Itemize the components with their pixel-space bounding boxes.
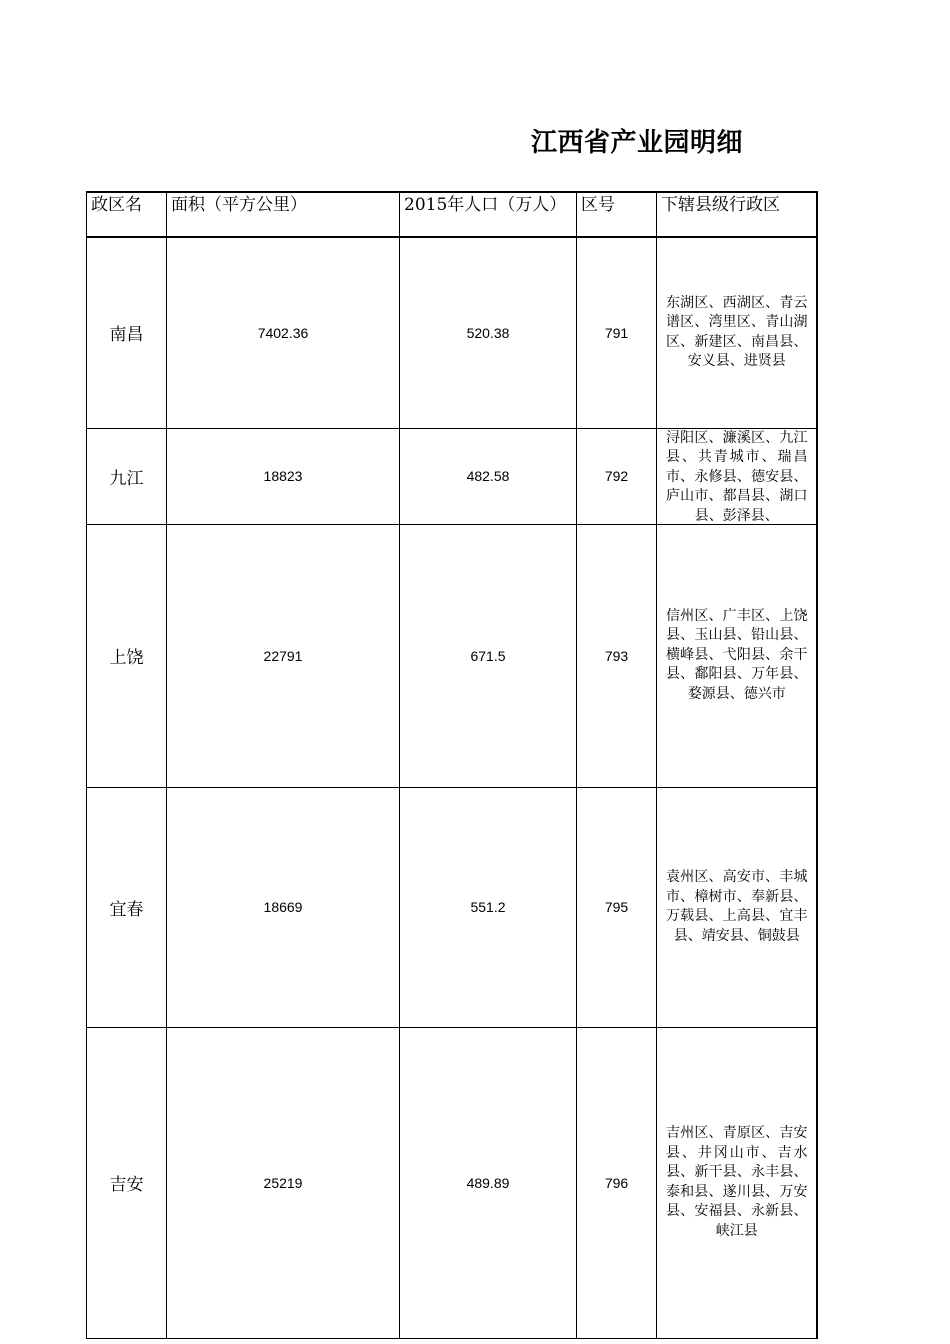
cell-population: 551.2 xyxy=(400,787,577,1027)
page-title: 江西省产业园明细 xyxy=(531,128,744,158)
cell-region-name: 九江 xyxy=(87,428,167,524)
cell-population: 489.89 xyxy=(400,1027,577,1338)
cell-area-code: 791 xyxy=(577,237,657,428)
cell-area: 18823 xyxy=(167,428,400,524)
cell-region-name: 上饶 xyxy=(87,524,167,787)
table-row xyxy=(87,787,817,1027)
cell-population: 671.5 xyxy=(400,524,577,787)
cell-counties: 吉州区、青原区、吉安县、井冈山市、吉水县、新干县、永丰县、泰和县、遂川县、万安县、安福县、永新县、峡江县 xyxy=(666,1125,808,1239)
header-name: 政区名 xyxy=(87,192,167,237)
header-population: 2015年人口（万人） xyxy=(400,192,577,237)
cell-region-name: 吉安 xyxy=(87,1027,167,1338)
region-table xyxy=(86,191,818,1339)
header-row xyxy=(87,192,817,237)
cell-counties: 东湖区、西湖区、青云谱区、湾里区、青山湖区、新建区、南昌县、安义县、进贤县 xyxy=(666,294,808,370)
table-row xyxy=(87,428,817,524)
cell-area-code: 792 xyxy=(577,428,657,524)
header-area: 面积（平方公里） xyxy=(167,192,400,237)
cell-area: 22791 xyxy=(167,524,400,787)
cell-area-code: 795 xyxy=(577,787,657,1027)
table-row xyxy=(87,237,817,428)
cell-area-code: 796 xyxy=(577,1027,657,1338)
table-row xyxy=(87,524,817,787)
header-counties: 下辖县级行政区 xyxy=(657,192,817,237)
cell-population: 520.38 xyxy=(400,237,577,428)
cell-counties: 信州区、广丰区、上饶县、玉山县、铅山县、横峰县、弋阳县、余干县、鄱阳县、万年县、婺源县、德兴市 xyxy=(666,607,808,702)
table-row xyxy=(87,1027,817,1338)
cell-area-code: 793 xyxy=(577,524,657,787)
cell-area: 18669 xyxy=(167,787,400,1027)
cell-region-name: 南昌 xyxy=(87,237,167,428)
cell-area: 25219 xyxy=(167,1027,400,1338)
cell-counties: 袁州区、高安市、丰城市、樟树市、奉新县、万载县、上高县、宜丰县、靖安县、铜鼓县 xyxy=(666,869,808,944)
cell-area: 7402.36 xyxy=(167,237,400,428)
cell-region-name: 宜春 xyxy=(87,787,167,1027)
cell-population: 482.58 xyxy=(400,428,577,524)
header-code: 区号 xyxy=(577,192,657,237)
cell-counties: 浔阳区、濂溪区、九江县、共青城市、瑞昌市、永修县、德安县、庐山市、都昌县、湖口县、彭泽县、 xyxy=(666,429,808,524)
